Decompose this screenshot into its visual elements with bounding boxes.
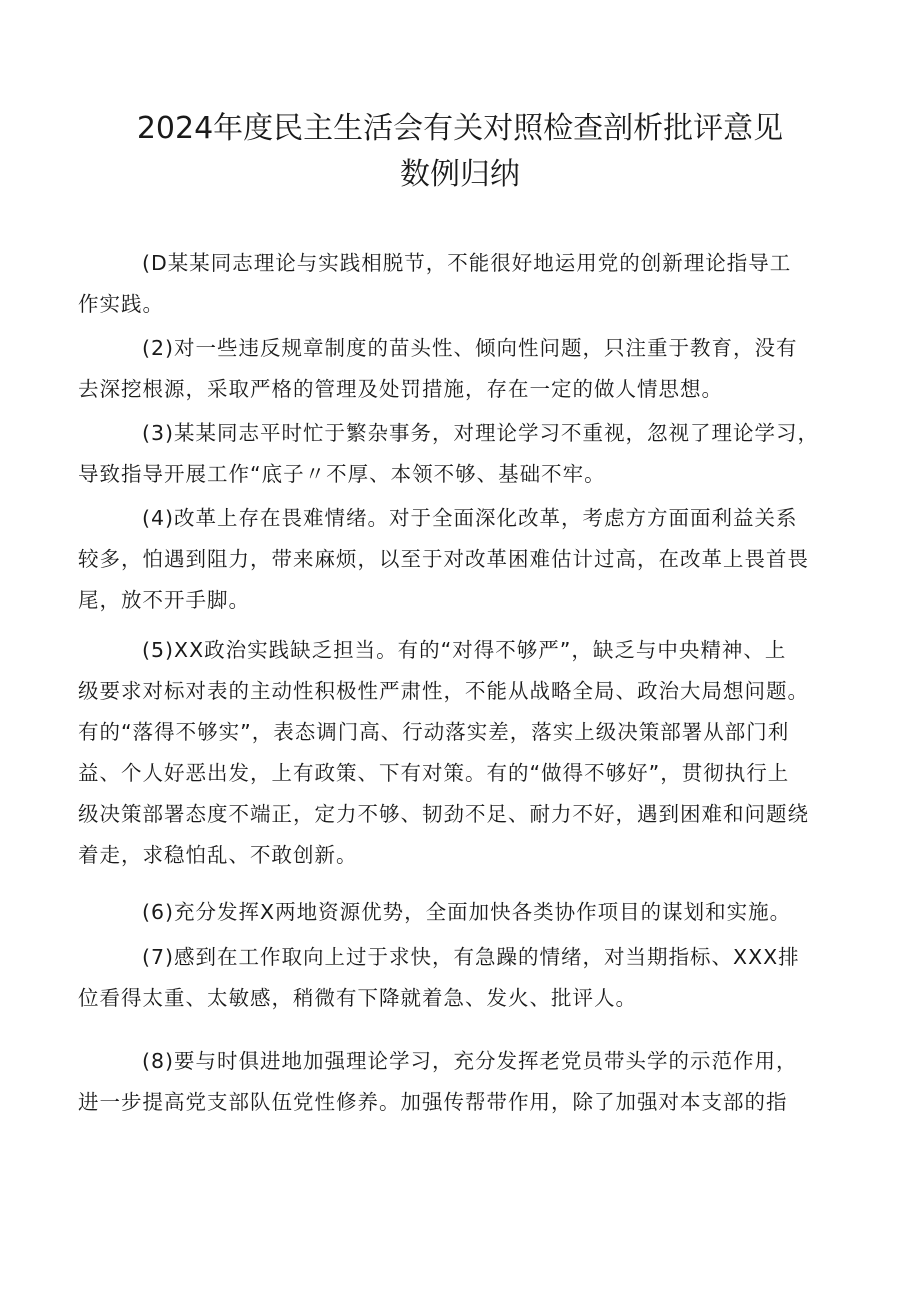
paragraph-line: 去深挖根源，采取严格的管理及处罚措施，存在一定的做人情思想。 bbox=[78, 377, 723, 401]
paragraph-6 bbox=[78, 892, 858, 933]
paragraph-line: (3)某某同志平时忙于繁杂事务，对理论学习不重视，忽视了理论学习， bbox=[142, 421, 820, 445]
paragraph-8 bbox=[78, 1041, 858, 1123]
paragraph-line: (7)感到在工作取向上过于求快，有急躁的情绪，对当期指标、XXX排 bbox=[142, 945, 800, 969]
document-title-line-2: 数例归纳 bbox=[400, 157, 520, 192]
paragraph-line: 尾，放不开手脚。 bbox=[78, 588, 250, 612]
paragraph-line: 位看得太重、太敏感，稍微有下降就着急、发火、批评人。 bbox=[78, 986, 637, 1010]
paragraph-line: (8)要与时俱进地加强理论学习，充分发挥老党员带头学的示范作用， bbox=[142, 1049, 798, 1073]
paragraph-line: 较多，怕遇到阻力，带来麻烦，以至于对改革困难估计过高，在改革上畏首畏 bbox=[78, 547, 809, 571]
paragraph-line: 作实践。 bbox=[78, 292, 164, 316]
paragraph-line: 着走，求稳怕乱、不敢创新。 bbox=[78, 843, 358, 867]
paragraph-line: (4)改革上存在畏难情绪。对于全面深化改革，考虑方方面面利益关系 bbox=[142, 506, 798, 530]
paragraph-line: 级决策部署态度不端正，定力不够、韧劲不足、耐力不好，遇到困难和问题绕 bbox=[78, 802, 809, 826]
paragraph-line: 益、个人好恶出发，上有政策、下有对策。有的“做得不够好”，贯彻执行上 bbox=[78, 761, 790, 785]
paragraph-4 bbox=[78, 498, 858, 621]
paragraph-line: 进一步提高党支部队伍党性修养。加强传帮带作用，除了加强对本支部的指 bbox=[78, 1090, 788, 1114]
paragraph-line: 级要求对标对表的主动性积极性严肃性，不能从战略全局、政治大局想问题。 bbox=[78, 679, 809, 703]
paragraph-line: (D某某同志理论与实践相脱节，不能很好地运用党的创新理论指导工 bbox=[142, 251, 792, 275]
paragraph-line: 有的“落得不够实”，表态调门高、行动落实差，落实上级决策部署从部门利 bbox=[78, 720, 790, 744]
paragraph-1 bbox=[78, 243, 858, 325]
paragraph-line: (2)对一些违反规章制度的苗头性、倾向性问题，只注重于教育，没有 bbox=[142, 336, 798, 360]
paragraph-7 bbox=[78, 937, 858, 1019]
paragraph-2 bbox=[78, 328, 858, 410]
document-title-line-1: 2024年度民主生活会有关对照检查剖析批评意见 bbox=[136, 111, 784, 146]
paragraph-line: (6)充分发挥X两地资源优势，全面加快各类协作项目的谋划和实施。 bbox=[142, 900, 792, 924]
paragraph-line: 导致指导开展工作“底子〃不厚、本领不够、基础不牢。 bbox=[78, 462, 606, 486]
paragraph-line: (5)XX政治实践缺乏担当。有的“对得不够严”，缺乏与中央精神、上 bbox=[142, 638, 787, 662]
paragraph-3 bbox=[78, 413, 858, 495]
paragraph-5 bbox=[78, 630, 858, 876]
